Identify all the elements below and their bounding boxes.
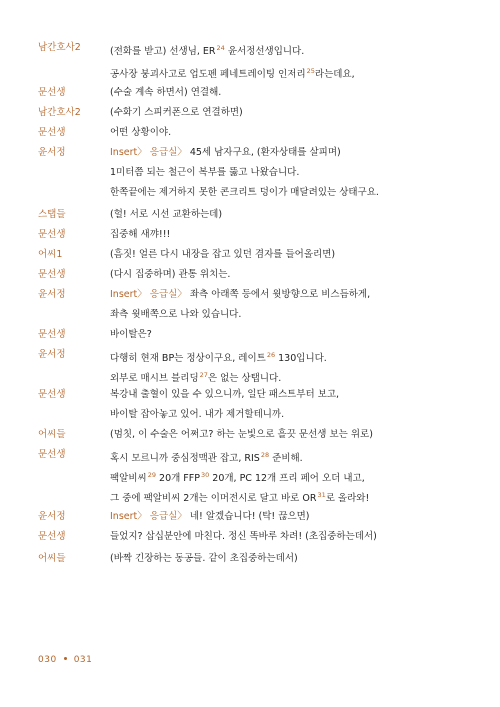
script-line	[0, 345, 500, 365]
dialogue-segment: 한쪽끝에는 제거하지 못한 콘크리트 덩이가 매달려있는 상태구요.	[110, 187, 379, 198]
speaker-name: 문선생	[38, 531, 66, 542]
dialogue-segment: 은 없는 상탭니다.	[207, 373, 282, 384]
dialogue-segment: 1미터쯤 되는 철근이 복부를 뚫고 나왔습니다.	[110, 167, 300, 178]
page-number-right: 031	[73, 655, 93, 665]
dialogue-text	[110, 507, 310, 527]
dialogue-segment: 어떤 상황이야.	[110, 127, 172, 138]
dialogue-text	[110, 425, 373, 445]
dialogue-segment: 좌측 윗배쪽으로 나와 있습니다.	[110, 309, 242, 320]
script-line	[0, 405, 500, 425]
dialogue-segment: 외부로 매시브 블리딩	[110, 373, 199, 384]
dialogue-text	[110, 103, 243, 123]
speaker-name: 윤서정	[38, 511, 66, 522]
speaker-name: 어씨들	[38, 553, 66, 564]
footnote-marker: 30	[200, 471, 210, 479]
insert-tag: Insert〉 응급실〉	[110, 289, 187, 300]
speaker-name: 윤서정	[38, 349, 66, 360]
dialogue-segment: 공사장 붕괴사고로 업도펜 페네트레이팅 인저리	[110, 69, 306, 80]
script-line	[0, 265, 500, 285]
dialogue-text	[110, 143, 341, 163]
dialogue-text	[110, 163, 299, 183]
dialogue-segment: (헐! 서로 시선 교환하는데)	[110, 209, 223, 220]
dialogue-text	[110, 485, 369, 509]
dialogue-segment: (전화를 받고) 선생님, ER	[110, 46, 216, 57]
dialogue-segment: (수화기 스피커폰으로 연결하면)	[110, 107, 243, 118]
script-line	[0, 143, 500, 163]
dialogue-segment: 준비해.	[269, 453, 303, 464]
speaker-name: 윤서정	[38, 289, 66, 300]
dialogue-segment: (수술 계속 하면서) 연결해.	[110, 87, 222, 98]
dialogue-segment: 그 중에 팩알비씨 2개는 이머전시로 달고 바로 OR	[110, 493, 317, 504]
speaker-name: 윤서정	[38, 147, 66, 158]
speaker-name: 어씨들	[38, 429, 66, 440]
dialogue-segment: (바짝 긴장하는 동공들. 같이 초집중하는데서)	[110, 553, 298, 564]
script-line	[0, 205, 500, 225]
footnote-marker: 27	[199, 371, 208, 379]
dialogue-segment: 네! 알겠습니다! (탁! 끊으면)	[186, 511, 310, 522]
speaker-name: 문선생	[38, 229, 66, 240]
dialogue-text	[110, 385, 339, 405]
script-line	[0, 123, 500, 143]
script-line	[0, 103, 500, 123]
dialogue-segment: 다행히 현재 BP는 정상이구요, 레이트	[110, 353, 266, 364]
dialogue-text	[110, 205, 222, 225]
script-line	[0, 38, 500, 58]
insert-tag: Insert〉 응급실〉	[110, 147, 187, 158]
speaker-name: 스탭들	[38, 209, 66, 220]
dialogue-text	[110, 183, 379, 203]
dialogue-text	[110, 83, 221, 103]
script-line	[0, 485, 500, 505]
speaker-name: 문선생	[38, 449, 66, 460]
speaker-name: 남간호사2	[38, 42, 81, 53]
footnote-marker: 24	[216, 44, 225, 52]
dialogue-segment: 팩알비씨	[110, 473, 147, 484]
speaker-name: 남간호사2	[38, 107, 81, 118]
dialogue-segment: (흠짓! 얼른 다시 내장을 잡고 있던 겸자를 들어올리면)	[110, 249, 336, 260]
dialogue-text	[110, 245, 335, 265]
dialogue-segment: 라는데요,	[314, 69, 355, 80]
footnote-marker: 31	[317, 491, 326, 499]
dialogue-segment: 바이탈 잡아놓고 있어. 내가 제거할테니까.	[110, 409, 285, 420]
script-line	[0, 385, 500, 405]
dialogue-segment: 좌측 아래쪽 등에서 윗방향으로 비스듬하게,	[186, 289, 371, 300]
dialogue-text	[110, 61, 355, 85]
footnote-marker: 29	[147, 471, 156, 479]
script-line	[0, 425, 500, 445]
script-line	[0, 325, 500, 345]
dialogue-segment: 집중해 새꺄!!!	[110, 229, 171, 240]
dialogue-segment: 20개, PC 12개 프리 페어 오더 내고,	[209, 473, 365, 484]
dialogue-text	[110, 305, 241, 325]
script-line	[0, 465, 500, 485]
script-line	[0, 83, 500, 103]
dialogue-segment: 윤서정선생입니다.	[224, 46, 305, 57]
dialogue-text	[110, 325, 152, 345]
dialogue-text	[110, 123, 171, 143]
script-line	[0, 549, 500, 569]
dialogue-text	[110, 527, 377, 547]
page-folio	[38, 655, 92, 665]
script-line	[0, 285, 500, 305]
folio-separator-dot	[64, 657, 67, 660]
script-line	[0, 445, 500, 465]
dialogue-segment: 혹시 모르니까 중심정맥관 잡고, RIS	[110, 453, 260, 464]
script-line	[0, 507, 500, 527]
footnote-marker: 26	[266, 351, 276, 359]
dialogue-text	[110, 225, 170, 245]
insert-tag: Insert〉 응급실〉	[110, 511, 187, 522]
dialogue-text	[110, 549, 298, 569]
script-line	[0, 183, 500, 203]
footnote-marker: 28	[260, 451, 270, 459]
page-number-left: 030	[38, 655, 57, 665]
dialogue-segment: (멈칫, 이 수술은 어쩌고? 하는 눈빛으로 흘끗 문선생 보는 위로)	[110, 429, 373, 440]
speaker-name: 문선생	[38, 269, 66, 280]
dialogue-segment: 들었지? 삽십분안에 마친다. 정신 똑바루 차려! (초집중하는데서)	[110, 531, 377, 542]
dialogue-segment: 45세 남자구요, (환자상태를 살피며)	[186, 147, 341, 158]
dialogue-segment: 바이탈은?	[110, 329, 152, 340]
dialogue-segment: 복강내 출혈이 있을 수 있으니까, 일단 패스트부터 보고,	[110, 389, 340, 400]
script-line	[0, 527, 500, 547]
script-line	[0, 245, 500, 265]
footnote-marker: 25	[306, 67, 315, 75]
dialogue-segment: (다시 집중하며) 관통 위치는.	[110, 269, 231, 280]
dialogue-segment: 20개 FFP	[156, 473, 200, 484]
speaker-name: 문선생	[38, 87, 66, 98]
dialogue-text	[110, 285, 370, 305]
speaker-name: 어씨1	[38, 249, 63, 260]
dialogue-text	[110, 405, 284, 425]
dialogue-text	[110, 38, 304, 62]
dialogue-text	[110, 265, 230, 285]
dialogue-segment: 130입니다.	[275, 353, 327, 364]
script-line	[0, 163, 500, 183]
speaker-name: 문선생	[38, 127, 66, 138]
script-line	[0, 61, 500, 81]
script-line	[0, 365, 500, 385]
speaker-name: 문선생	[38, 389, 66, 400]
script-line	[0, 305, 500, 325]
dialogue-segment: 로 올라와!	[325, 493, 370, 504]
script-line	[0, 225, 500, 245]
speaker-name: 문선생	[38, 329, 66, 340]
